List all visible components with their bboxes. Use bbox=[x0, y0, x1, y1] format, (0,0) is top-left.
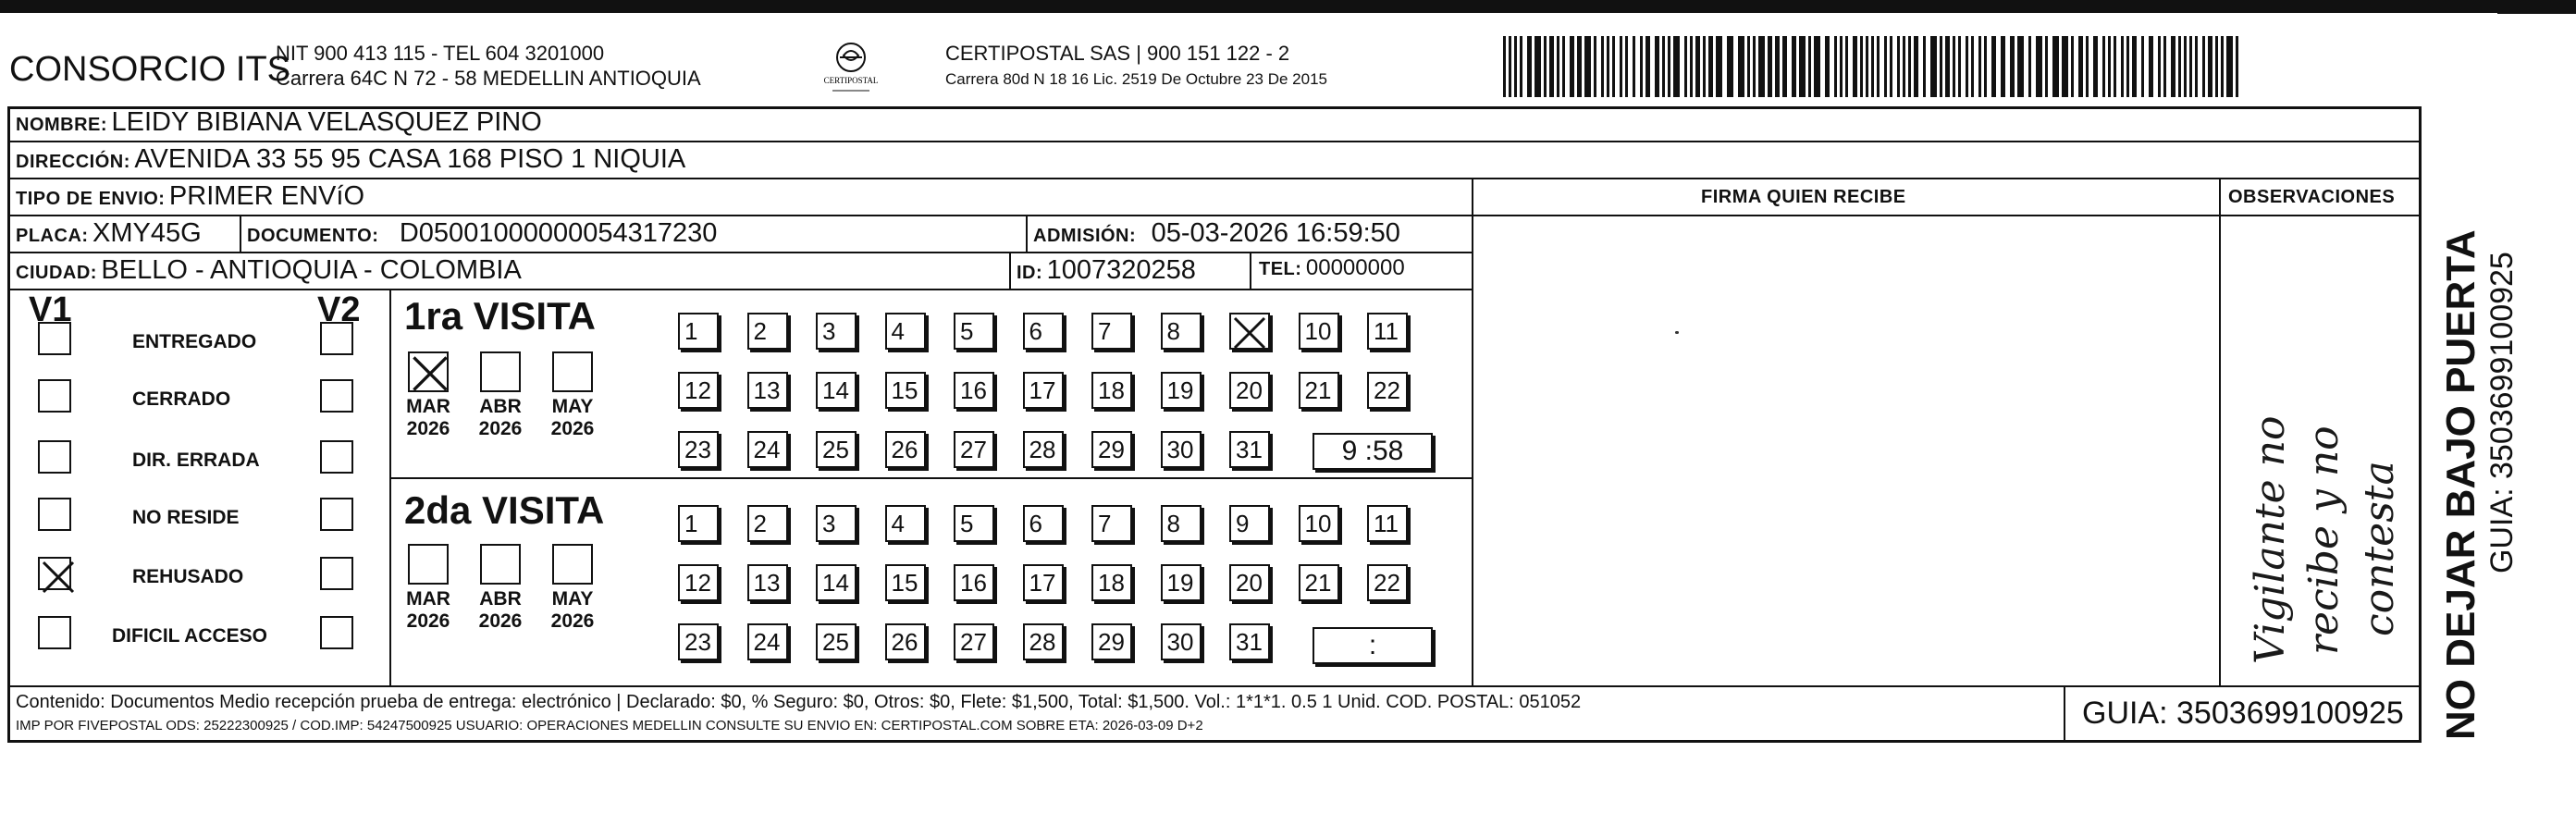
day-box[interactable]: 10 bbox=[1299, 505, 1339, 542]
barcode-bar bbox=[2108, 36, 2111, 97]
barcode-bar bbox=[1930, 36, 1937, 97]
barcode-bar bbox=[2158, 36, 2161, 97]
barcode-bar bbox=[1984, 36, 1987, 97]
barcode-bar bbox=[2052, 36, 2059, 97]
barcode-bar bbox=[1703, 36, 1706, 97]
barcode-bar bbox=[1601, 36, 1604, 97]
barcode-bar bbox=[1953, 36, 1955, 97]
day-box[interactable]: 24 bbox=[747, 623, 788, 660]
month-checkbox[interactable] bbox=[408, 351, 449, 392]
barcode-bar bbox=[2221, 36, 2224, 97]
barcode-bar bbox=[1662, 36, 1665, 97]
barcode-bar bbox=[1557, 36, 1559, 97]
status-v2-checkbox[interactable] bbox=[320, 616, 353, 649]
admision-field bbox=[1033, 218, 1400, 249]
barcode-bar bbox=[2102, 36, 2105, 97]
day-box[interactable]: 18 bbox=[1091, 372, 1132, 409]
barcode-bar bbox=[2171, 36, 2175, 97]
documento-label: DOCUMENTO: bbox=[247, 226, 379, 246]
day-box[interactable]: 11 bbox=[1367, 505, 1408, 542]
month-year: 2026 bbox=[550, 610, 595, 632]
status-v1-checkbox[interactable] bbox=[38, 557, 71, 590]
barcode-bar bbox=[1673, 36, 1680, 97]
barcode-bar bbox=[1640, 36, 1643, 97]
barcode-bar bbox=[1768, 36, 1772, 97]
day-box[interactable]: 10 bbox=[1299, 313, 1339, 350]
barcode-bar bbox=[2202, 36, 2205, 97]
id-field bbox=[1017, 255, 1196, 286]
direccion-row bbox=[16, 144, 685, 175]
barcode bbox=[1503, 36, 2243, 97]
day-box[interactable]: 8 bbox=[1161, 505, 1202, 542]
visita-1-title: 1ra VISITA bbox=[404, 294, 596, 338]
day-box[interactable]: 2 bbox=[747, 505, 788, 542]
day-box[interactable]: 6 bbox=[1023, 313, 1064, 350]
day-box[interactable] bbox=[1229, 313, 1270, 350]
barcode-bar bbox=[1625, 36, 1628, 97]
tipo-value: PRIMER ENVíO bbox=[168, 181, 365, 211]
signature-mark bbox=[1675, 331, 1679, 334]
day-box[interactable]: 5 bbox=[954, 313, 994, 350]
month-year: 2026 bbox=[406, 610, 450, 632]
ciudad-value: BELLO - ANTIOQUIA - COLOMBIA bbox=[101, 255, 522, 285]
day-box[interactable]: 21 bbox=[1299, 372, 1339, 409]
day-box[interactable]: 25 bbox=[816, 431, 857, 468]
admision-label: ADMISIÓN: bbox=[1033, 226, 1137, 246]
barcode-bar bbox=[1966, 36, 1968, 97]
observaciones-line-1: Vigilante no bbox=[2247, 415, 2294, 664]
barcode-bar bbox=[1607, 36, 1609, 97]
day-box[interactable]: 11 bbox=[1367, 313, 1408, 350]
barcode-bar bbox=[2189, 36, 2192, 97]
month-label bbox=[401, 588, 456, 633]
day-box[interactable]: 19 bbox=[1161, 372, 1202, 409]
barcode-bar bbox=[2078, 36, 2083, 97]
month-checkbox[interactable] bbox=[480, 351, 521, 392]
barcode-bar bbox=[1799, 36, 1806, 97]
barcode-bar bbox=[1978, 36, 1981, 97]
id-label: ID: bbox=[1017, 263, 1043, 283]
barcode-bar bbox=[2226, 36, 2233, 97]
barcode-bar bbox=[2149, 36, 2153, 97]
barcode-bar bbox=[1945, 36, 1950, 97]
day-box[interactable]: 1 bbox=[678, 313, 719, 350]
barcode-bar bbox=[1727, 36, 1733, 97]
barcode-bar bbox=[2036, 36, 2042, 97]
status-label: DIR. ERRADA bbox=[132, 450, 260, 471]
day-box[interactable]: 28 bbox=[1023, 623, 1064, 660]
nombre-row bbox=[16, 107, 542, 138]
barcode-bar bbox=[1753, 36, 1756, 97]
nombre-value: LEIDY BIBIANA VELASQUEZ PINO bbox=[111, 107, 542, 137]
status-v2-checkbox[interactable] bbox=[320, 322, 353, 355]
barcode-bar bbox=[1853, 36, 1857, 97]
month-checkbox[interactable] bbox=[408, 544, 449, 585]
day-box[interactable]: 23 bbox=[678, 431, 719, 468]
tel-label: TEL: bbox=[1259, 259, 1302, 279]
month-year: 2026 bbox=[478, 418, 523, 439]
day-box[interactable]: 28 bbox=[1023, 431, 1064, 468]
barcode-bar bbox=[1520, 36, 1522, 97]
certipostal-logo bbox=[814, 37, 888, 102]
barcode-bar bbox=[1620, 36, 1622, 97]
v2-header: V2 bbox=[317, 290, 361, 329]
day-box[interactable]: 30 bbox=[1161, 623, 1202, 660]
day-box[interactable]: 19 bbox=[1161, 564, 1202, 601]
month-label bbox=[401, 396, 456, 440]
month-year: 2026 bbox=[478, 610, 523, 632]
day-box[interactable]: 31 bbox=[1229, 431, 1270, 468]
barcode-bar bbox=[1758, 36, 1765, 97]
day-box[interactable]: 12 bbox=[678, 372, 719, 409]
cert-line-2: Carrera 80d N 18 16 Lic. 2519 De Octubre 23 De 2015 bbox=[945, 70, 1327, 88]
brand-name: CONSORCIO ITS bbox=[9, 50, 291, 89]
day-box[interactable]: 23 bbox=[678, 623, 719, 660]
day-box[interactable]: 18 bbox=[1091, 564, 1132, 601]
day-box[interactable]: 3 bbox=[816, 505, 857, 542]
day-box[interactable]: 16 bbox=[954, 372, 994, 409]
barcode-bar bbox=[2163, 36, 2166, 97]
day-box[interactable]: 14 bbox=[816, 372, 857, 409]
barcode-bar bbox=[1544, 36, 1547, 97]
status-v1-checkbox[interactable] bbox=[38, 379, 71, 413]
barcode-bar bbox=[1971, 36, 1974, 97]
barcode-bar bbox=[1535, 36, 1541, 97]
barcode-bar bbox=[1877, 36, 1880, 97]
status-v2-checkbox[interactable] bbox=[320, 498, 353, 531]
month-label bbox=[545, 396, 600, 440]
barcode-bar bbox=[1814, 36, 1820, 97]
barcode-bar bbox=[1633, 36, 1635, 97]
barcode-bar bbox=[2215, 36, 2218, 97]
barcode-bar bbox=[1884, 36, 1887, 97]
barcode-bar bbox=[1570, 36, 1574, 97]
day-box[interactable]: 20 bbox=[1229, 372, 1270, 409]
month-label bbox=[473, 396, 528, 440]
day-box[interactable]: 2 bbox=[747, 313, 788, 350]
barcode-bar bbox=[2017, 36, 2024, 97]
admision-value: 05-03-2026 16:59:50 bbox=[1151, 218, 1400, 248]
documento-value: D05001000000054317230 bbox=[399, 218, 718, 248]
barcode-bar bbox=[1866, 36, 1868, 97]
month-name: ABR bbox=[479, 396, 522, 417]
barcode-bar bbox=[2071, 36, 2074, 97]
observaciones-label: OBSERVACIONES bbox=[2228, 187, 2396, 207]
day-box[interactable]: 29 bbox=[1091, 431, 1132, 468]
month-name: MAR bbox=[406, 396, 450, 417]
day-box[interactable]: 31 bbox=[1229, 623, 1270, 660]
status-label: DIFICIL ACCESO bbox=[112, 625, 268, 647]
day-box[interactable]: 15 bbox=[885, 372, 926, 409]
day-box[interactable]: 27 bbox=[954, 623, 994, 660]
visita-1-time[interactable]: 9 :58 bbox=[1313, 433, 1433, 470]
day-box[interactable]: 1 bbox=[678, 505, 719, 542]
barcode-bar bbox=[1871, 36, 1874, 97]
direccion-label: DIRECCIÓN: bbox=[16, 152, 130, 172]
barcode-bar bbox=[1503, 36, 1506, 97]
barcode-bar bbox=[1834, 36, 1837, 97]
ciudad-label: CIUDAD: bbox=[16, 263, 97, 283]
ciudad-field bbox=[16, 255, 522, 286]
barcode-bar bbox=[1668, 36, 1670, 97]
address-line: Carrera 64C N 72 - 58 MEDELLIN ANTIOQUIA bbox=[276, 67, 701, 90]
top-right-rule bbox=[2497, 11, 2576, 14]
barcode-bar bbox=[1690, 36, 1693, 97]
barcode-bar bbox=[1991, 36, 1996, 97]
nit-line: NIT 900 413 115 - TEL 604 3201000 bbox=[276, 42, 605, 65]
day-box[interactable]: 25 bbox=[816, 623, 857, 660]
day-box[interactable]: 30 bbox=[1161, 431, 1202, 468]
barcode-bar bbox=[2178, 36, 2181, 97]
day-box[interactable]: 20 bbox=[1229, 564, 1270, 601]
day-box[interactable]: 9 bbox=[1229, 505, 1270, 542]
tel-field bbox=[1259, 255, 1405, 281]
barcode-bar bbox=[1860, 36, 1863, 97]
shipping-form bbox=[7, 106, 2422, 743]
barcode-bar bbox=[1890, 36, 1892, 97]
status-label: NO RESIDE bbox=[132, 507, 240, 528]
month-checkbox[interactable] bbox=[552, 544, 593, 585]
barcode-bar bbox=[2001, 36, 2005, 97]
barcode-bar bbox=[1514, 36, 1517, 97]
day-box[interactable]: 13 bbox=[747, 372, 788, 409]
day-box[interactable]: 24 bbox=[747, 431, 788, 468]
day-box[interactable]: 26 bbox=[885, 431, 926, 468]
barcode-bar bbox=[1958, 36, 1961, 97]
barcode-bar bbox=[2132, 36, 2137, 97]
day-box[interactable]: 14 bbox=[816, 564, 857, 601]
status-v2-checkbox[interactable] bbox=[320, 440, 353, 474]
barcode-bar bbox=[1594, 36, 1596, 97]
status-v2-checkbox[interactable] bbox=[320, 379, 353, 413]
barcode-bar bbox=[2086, 36, 2089, 97]
status-v1-checkbox[interactable] bbox=[38, 322, 71, 355]
month-label bbox=[545, 588, 600, 633]
barcode-bar bbox=[1684, 36, 1687, 97]
day-box[interactable]: 4 bbox=[885, 313, 926, 350]
footer-imp: IMP POR FIVEPOSTAL ODS: 25222300925 / COD.IMP: 54247500925 USUARIO: OPERACIONES MEDELLIN CONSULTE SU ENVIO EN: CERTIPOSTAL.COM SOBRE ETA: 2026-03-09 D+2 bbox=[16, 718, 1203, 733]
barcode-bar bbox=[1808, 36, 1811, 97]
observaciones-line-3: contesta bbox=[2356, 461, 2403, 636]
barcode-bar bbox=[1716, 36, 1722, 97]
status-label: ENTREGADO bbox=[132, 331, 257, 352]
id-value: 1007320258 bbox=[1046, 255, 1196, 285]
status-label: CERRADO bbox=[132, 388, 231, 410]
tipo-row bbox=[16, 181, 364, 212]
barcode-bar bbox=[2045, 36, 2048, 97]
month-checkbox[interactable] bbox=[480, 544, 521, 585]
barcode-bar bbox=[2236, 36, 2238, 97]
barcode-bar bbox=[2010, 36, 2015, 97]
direccion-value: AVENIDA 33 55 95 CASA 168 PISO 1 NIQUIA bbox=[134, 144, 686, 174]
day-box[interactable]: 15 bbox=[885, 564, 926, 601]
top-black-band bbox=[0, 0, 2576, 13]
barcode-bar bbox=[2028, 36, 2031, 97]
day-box[interactable]: 27 bbox=[954, 431, 994, 468]
month-label bbox=[473, 588, 528, 633]
month-name: ABR bbox=[479, 588, 522, 610]
placa-label: PLACA: bbox=[16, 226, 89, 246]
tipo-label: TIPO DE ENVIO: bbox=[16, 189, 166, 209]
month-name: MAY bbox=[551, 396, 594, 417]
footer-guia: GUIA: 3503699100925 bbox=[2082, 696, 2404, 731]
barcode-bar bbox=[1782, 36, 1787, 97]
barcode-bar bbox=[2195, 36, 2198, 97]
status-v1-checkbox[interactable] bbox=[38, 440, 71, 474]
day-box[interactable]: 22 bbox=[1367, 564, 1408, 601]
day-box[interactable]: 5 bbox=[954, 505, 994, 542]
v1-header: V1 bbox=[29, 290, 72, 329]
status-v2-checkbox[interactable] bbox=[320, 557, 353, 590]
day-box[interactable]: 12 bbox=[678, 564, 719, 601]
day-box[interactable]: 8 bbox=[1161, 313, 1202, 350]
visita-2-title: 2da VISITA bbox=[404, 488, 605, 532]
documento-field bbox=[247, 218, 717, 249]
barcode-bar bbox=[1577, 36, 1582, 97]
day-box[interactable]: 4 bbox=[885, 505, 926, 542]
side-guia: GUIA: 3503699100925 bbox=[2484, 252, 2520, 573]
footer-contenido: Contenido: Documentos Medio recepción prueba de entrega: electrónico | Declarado: $0, % Seguro: $0, Otros: $0, Flete: $1,500, Total: $1,500. Vol.: 1*1*1. 0.5 1 Unid. COD. POSTAL: 051052 bbox=[16, 692, 1582, 712]
barcode-bar bbox=[1645, 36, 1650, 97]
firma-label: FIRMA QUIEN RECIBE bbox=[1701, 187, 1906, 207]
barcode-bar bbox=[1708, 36, 1713, 97]
barcode-bar bbox=[2093, 36, 2098, 97]
barcode-bar bbox=[2141, 36, 2144, 97]
barcode-bar bbox=[1527, 36, 1532, 97]
month-name: MAR bbox=[406, 588, 450, 610]
barcode-bar bbox=[1940, 36, 1942, 97]
barcode-bar bbox=[1775, 36, 1780, 97]
barcode-bar bbox=[1792, 36, 1796, 97]
barcode-bar bbox=[1825, 36, 1830, 97]
barcode-bar bbox=[1549, 36, 1554, 97]
barcode-bar bbox=[1612, 36, 1615, 97]
certipostal-info bbox=[945, 41, 1327, 92]
barcode-bar bbox=[2184, 36, 2187, 97]
barcode-bar bbox=[1903, 36, 1905, 97]
day-box[interactable]: 7 bbox=[1091, 505, 1132, 542]
barcode-bar bbox=[1655, 36, 1659, 97]
day-box[interactable]: 29 bbox=[1091, 623, 1132, 660]
barcode-bar bbox=[1584, 36, 1591, 97]
status-label: REHUSADO bbox=[132, 566, 244, 587]
status-v1-checkbox[interactable] bbox=[38, 616, 71, 649]
barcode-bar bbox=[1923, 36, 1926, 97]
day-box[interactable]: 7 bbox=[1091, 313, 1132, 350]
barcode-bar bbox=[1914, 36, 1918, 97]
cert-line-1: CERTIPOSTAL SAS | 900 151 122 - 2 bbox=[945, 42, 1290, 65]
barcode-bar bbox=[2114, 36, 2116, 97]
day-box[interactable]: 13 bbox=[747, 564, 788, 601]
barcode-bar bbox=[2062, 36, 2068, 97]
day-box[interactable]: 6 bbox=[1023, 505, 1064, 542]
day-box[interactable]: 3 bbox=[816, 313, 857, 350]
company-info bbox=[276, 41, 701, 91]
barcode-bar bbox=[1695, 36, 1700, 97]
day-box[interactable]: 17 bbox=[1023, 564, 1064, 601]
day-box[interactable]: 21 bbox=[1299, 564, 1339, 601]
observaciones-line-2: recibe y no bbox=[2300, 425, 2348, 655]
day-box[interactable]: 17 bbox=[1023, 372, 1064, 409]
barcode-bar bbox=[1840, 36, 1843, 97]
barcode-bar bbox=[1562, 36, 1565, 97]
month-year: 2026 bbox=[406, 418, 450, 439]
nombre-label: NOMBRE: bbox=[16, 115, 108, 135]
barcode-bar bbox=[1845, 36, 1848, 97]
placa-value: XMY45G bbox=[92, 218, 202, 248]
barcode-bar bbox=[1738, 36, 1744, 97]
side-warning: NO DEJAR BAJO PUERTA bbox=[2438, 229, 2484, 740]
day-box[interactable]: 22 bbox=[1367, 372, 1408, 409]
month-year: 2026 bbox=[550, 418, 595, 439]
month-checkbox[interactable] bbox=[552, 351, 593, 392]
logo-text: CERTIPOSTAL bbox=[823, 76, 879, 85]
status-v1-checkbox[interactable] bbox=[38, 498, 71, 531]
barcode-bar bbox=[2126, 36, 2129, 97]
day-box[interactable]: 26 bbox=[885, 623, 926, 660]
visita-2-time[interactable]: : bbox=[1313, 627, 1433, 664]
placa-field bbox=[16, 218, 202, 249]
barcode-bar bbox=[2208, 36, 2212, 97]
barcode-bar bbox=[1509, 36, 1511, 97]
day-box[interactable]: 16 bbox=[954, 564, 994, 601]
tel-value: 00000000 bbox=[1305, 255, 1405, 280]
month-name: MAY bbox=[551, 588, 594, 610]
barcode-bar bbox=[1908, 36, 1911, 97]
barcode-bar bbox=[1897, 36, 1900, 97]
barcode-bar bbox=[1747, 36, 1750, 97]
barcode-bar bbox=[2121, 36, 2124, 97]
